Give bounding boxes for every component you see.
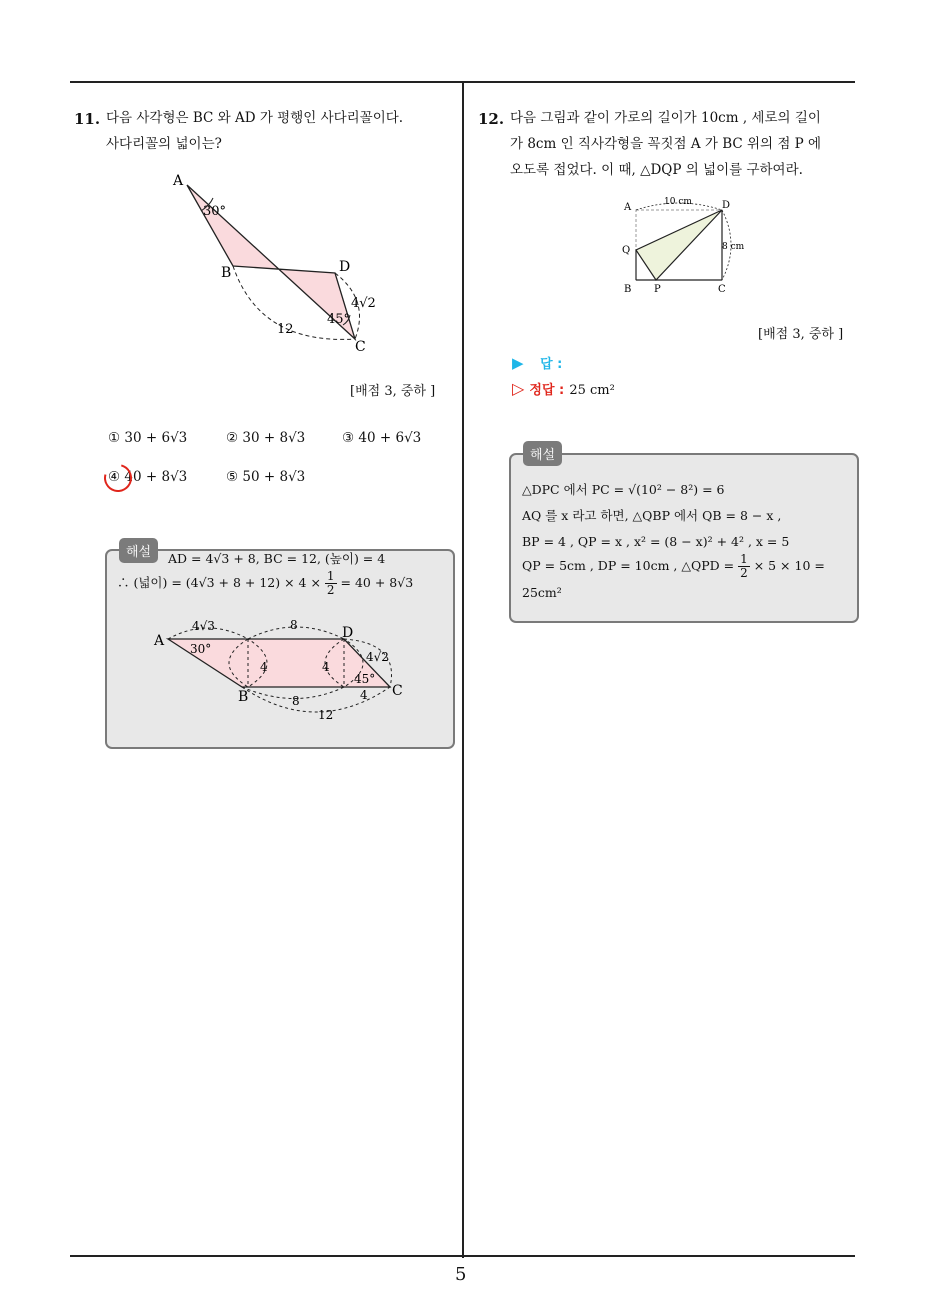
q11-solution-label-a: A xyxy=(154,633,165,649)
q11-solution-bot-mid: 8 xyxy=(292,694,300,708)
q11-choice-5-mark: ⑤ xyxy=(226,469,239,485)
q11-solution-angle-c: 45° xyxy=(354,672,376,686)
q11-stem-line1 xyxy=(106,105,403,131)
q11-solution-h2: 4 xyxy=(322,660,330,674)
q11-solution-label-c: C xyxy=(392,683,403,699)
q11-trapezoid-figure xyxy=(165,165,395,360)
q12-label-p: P xyxy=(654,284,661,295)
q11-solution-frac-den: 2 xyxy=(326,583,335,597)
q11-solution-side-dc: 4√2 xyxy=(366,650,389,664)
q12-solution-tag: 해설 xyxy=(523,441,562,466)
q12-right-length: 8 cm xyxy=(722,242,745,252)
q11-choice-5-text: 50 + 8√3 xyxy=(242,469,306,485)
bottom-rule xyxy=(70,1255,855,1257)
q11-solution-figure xyxy=(150,615,410,725)
q12-solution-line1: △DPC 에서 PC = √(10² − 8²) = 6 xyxy=(522,482,725,497)
answer-arrow-icon: ▶ xyxy=(512,354,524,372)
q12-solution-line4 xyxy=(522,553,825,580)
q11-angle-c: 45° xyxy=(327,312,351,327)
q11-solution-line2-a: ∴ (넓이) = (4√3 + 8 + 12) × 4 × xyxy=(117,575,325,590)
q11-choice-1-mark: ① xyxy=(108,430,121,446)
q12-solution-line2: AQ 를 x 라고 하면, △QBP 에서 QB = 8 − x , xyxy=(522,508,782,523)
q11-choice-1[interactable] xyxy=(108,430,187,446)
q12-solution-line4-a: QP = 5cm , DP = 10cm , △QPD = xyxy=(522,558,739,573)
q12-label-b: B xyxy=(624,284,632,295)
q11-choice-2[interactable] xyxy=(226,430,305,446)
page-number: 5 xyxy=(455,1264,467,1285)
q12-stem-line1: 다음 그림과 같이 가로의 길이가 10cm , 세로의 길이 xyxy=(510,110,821,126)
q12-rectangle-figure xyxy=(618,192,758,296)
q12-label-c: C xyxy=(718,284,726,295)
q12-solution-frac-den: 2 xyxy=(740,566,748,580)
q11-choice-2-text: 30 + 8√3 xyxy=(242,430,306,446)
correct-arrow-icon: ▷ xyxy=(512,379,525,398)
q12-triangle-dqp xyxy=(636,210,722,280)
q11-choice-3[interactable] xyxy=(342,430,421,446)
q11-choice-3-mark: ③ xyxy=(342,430,355,446)
q11-choice-5[interactable] xyxy=(226,469,305,485)
q11-solution-fraction xyxy=(325,570,337,597)
q12-label-a: A xyxy=(624,202,632,213)
q12-answer-row xyxy=(512,353,562,372)
q12-solution-line4-tail: × 5 × 10 = xyxy=(753,558,825,573)
q11-selected-circle-icon xyxy=(99,459,137,497)
q11-choice-1-text: 30 + 6√3 xyxy=(124,430,188,446)
q12-top-length: 10 cm xyxy=(664,197,692,207)
q11-solution-label-b: B xyxy=(238,689,249,705)
q11-stem-line1-text: 다음 사각형은 BC 와 AD 가 평행인 사다리꼴이다. xyxy=(106,110,404,126)
q11-solution-arc-bottom-total xyxy=(242,687,390,712)
q12-solution-frac-num: 1 xyxy=(740,552,748,566)
q12-correct-row xyxy=(512,379,615,398)
q11-choice-3-text: 40 + 6√3 xyxy=(358,430,422,446)
q11-label-a: A xyxy=(173,173,184,189)
q12-correct-label: 정답 : xyxy=(529,383,565,398)
q11-meta: [배점 3, 중하 ] xyxy=(350,384,436,399)
column-divider xyxy=(462,83,464,1258)
q11-choice-2-mark: ② xyxy=(226,430,239,446)
q11-solution-top-left: 4√3 xyxy=(192,619,215,633)
q11-solution-top-mid: 8 xyxy=(290,618,298,632)
q11-solution-h1: 4 xyxy=(260,660,268,674)
q11-label-d: D xyxy=(339,259,351,275)
q12-label-q: Q xyxy=(622,245,631,256)
q11-solution-bot-total: 12 xyxy=(318,708,334,722)
q11-solution-line2-b: = 40 + 8√3 xyxy=(336,575,414,590)
q11-solution-bot-right: 4 xyxy=(360,688,368,702)
q12-number: 12. xyxy=(478,110,505,128)
q12-correct-value: 25 cm² xyxy=(569,383,615,398)
q12-stem-line2: 가 8cm 인 직사각형을 꼭짓점 A 가 BC 위의 점 P 에 xyxy=(510,136,822,152)
q11-solution-label-d: D xyxy=(342,625,354,641)
q11-side-dc: 4√2 xyxy=(351,296,376,311)
q11-label-c: C xyxy=(355,339,366,355)
q11-solution-line2 xyxy=(117,570,413,597)
q11-solution-tag: 해설 xyxy=(119,538,158,563)
q11-angle-a: 30° xyxy=(203,204,227,219)
q11-solution-frac-num: 1 xyxy=(326,569,335,583)
q11-solution-line1: AD = 4√3 + 8, BC = 12, (높이) = 4 xyxy=(168,551,386,566)
q11-solution-angle-a: 30° xyxy=(190,642,212,656)
q11-number: 11. xyxy=(74,110,101,128)
q12-answer-label: 답 : xyxy=(540,357,563,372)
q11-label-b: B xyxy=(221,265,232,281)
q12-solution-line5: 25cm² xyxy=(522,585,562,600)
q11-choice-4-text: 40 + 8√3 xyxy=(124,469,188,485)
q12-stem-line3: 오도록 접었다. 이 때, △DQP 의 넓이를 구하여라. xyxy=(510,162,803,178)
q12-solution-fraction xyxy=(738,553,750,580)
q12-label-d: D xyxy=(722,200,731,211)
q12-solution-line3: BP = 4 , QP = x , x² = (8 − x)² + 4² , x = 5 xyxy=(522,534,790,549)
q11-choice-4-mark: ④ xyxy=(108,469,121,485)
q11-stem-line2: 사다리꼴의 넓이는? xyxy=(106,136,222,152)
q12-meta: [배점 3, 중하 ] xyxy=(758,327,844,342)
q11-arc-bc-label: 12 xyxy=(277,322,294,337)
